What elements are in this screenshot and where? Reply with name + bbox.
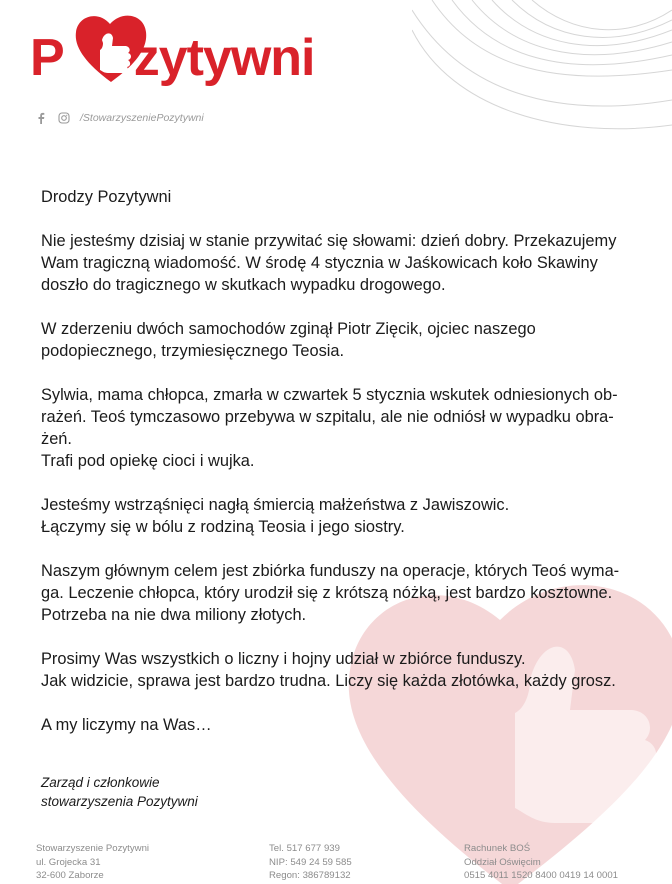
social-links: [34, 110, 204, 126]
logo-letter-rest: zytywni: [133, 29, 315, 87]
footer-bank-name: Rachunek BOŚ: [464, 843, 531, 854]
footer-contact: [269, 842, 352, 883]
footer-regon: Regon: 386789132: [269, 870, 351, 881]
letter-paragraph-2: W zderzeniu dwóch samochodów zginął Piotr Zięcik, ojciec naszego podopiecznego, trzymiesięcznego Teosia.: [41, 320, 536, 360]
pozytywni-logo: [30, 8, 340, 86]
signature-line-2: stowarzyszenia Pozytywni: [41, 794, 198, 809]
footer-bank-branch: Oddział Oświęcim: [464, 856, 541, 868]
letter-body: [41, 186, 653, 736]
footer-org-name: Stowarzyszenie Pozytywni: [36, 843, 150, 854]
footer-city: 32-600 Zaborze: [36, 870, 104, 881]
signature-line-1: Zarząd i członkowie: [41, 775, 160, 790]
instagram-icon[interactable]: [57, 112, 70, 125]
letter-footer: [0, 842, 672, 884]
logo-wordmark: [30, 28, 315, 88]
letter-paragraph-4: Jesteśmy wstrząśnięci nagłą śmiercią małżeństwa z Jawiszowic. Łączymy się w bólu z rodziną Teosia i jego siostry.: [41, 496, 510, 536]
footer-street: ul. Grojecka 31: [36, 856, 101, 868]
footer-bank: [464, 842, 618, 883]
letter-signature: [41, 773, 198, 811]
letter-paragraph-1: Nie jesteśmy dzisiaj w stanie przywitać się słowami: dzień dobry. Przekazujemy Wam tragiczną wiadomość. W środę 4 stycznia w Jaśkowicach koło Skawiny doszło do tragicznego w skutkach wypadku drogowego.: [41, 232, 617, 294]
letter-paragraph-6: Prosimy Was wszystkich o liczny i hojny udział w zbiórce funduszy. Jak widzicie, sprawa jest bardzo trudna. Liczy się każda złotówka, każdy grosz.: [41, 650, 616, 690]
footer-phone: Tel. 517 677 939: [269, 843, 340, 854]
letter-greeting: Drodzy Pozytywni: [41, 188, 172, 206]
logo-letter-p: P: [30, 29, 64, 87]
facebook-icon[interactable]: [34, 112, 47, 125]
letter-paragraph-5: Naszym głównym celem jest zbiórka funduszy na operacje, których Teoś wyma- ga. Leczenie chłopca, który urodził się z krótszą nóżką, jest bardzo kosztowne. Potrzeba na nie dwa miliony złotych.: [41, 562, 620, 624]
footer-account-number: 0515 4011 1520 8400 0419 14 0001: [464, 870, 619, 881]
letter-closing: A my liczymy na Was…: [41, 716, 212, 734]
social-handle[interactable]: /StowarzyszeniePozytywni: [80, 112, 204, 124]
footer-nip: NIP: 549 24 59 585: [269, 856, 352, 868]
footer-address: [36, 842, 149, 883]
letter-paragraph-3: Sylwia, mama chłopca, zmarła w czwartek 5 stycznia wskutek odniesionych ob- rażeń. Teoś tymczasowo przebywa w szpitalu, ale nie odniósł w wypadku obra- żeń. Trafi pod opiekę cioci i wujka.: [41, 386, 618, 470]
decorative-waves: [412, 0, 672, 140]
